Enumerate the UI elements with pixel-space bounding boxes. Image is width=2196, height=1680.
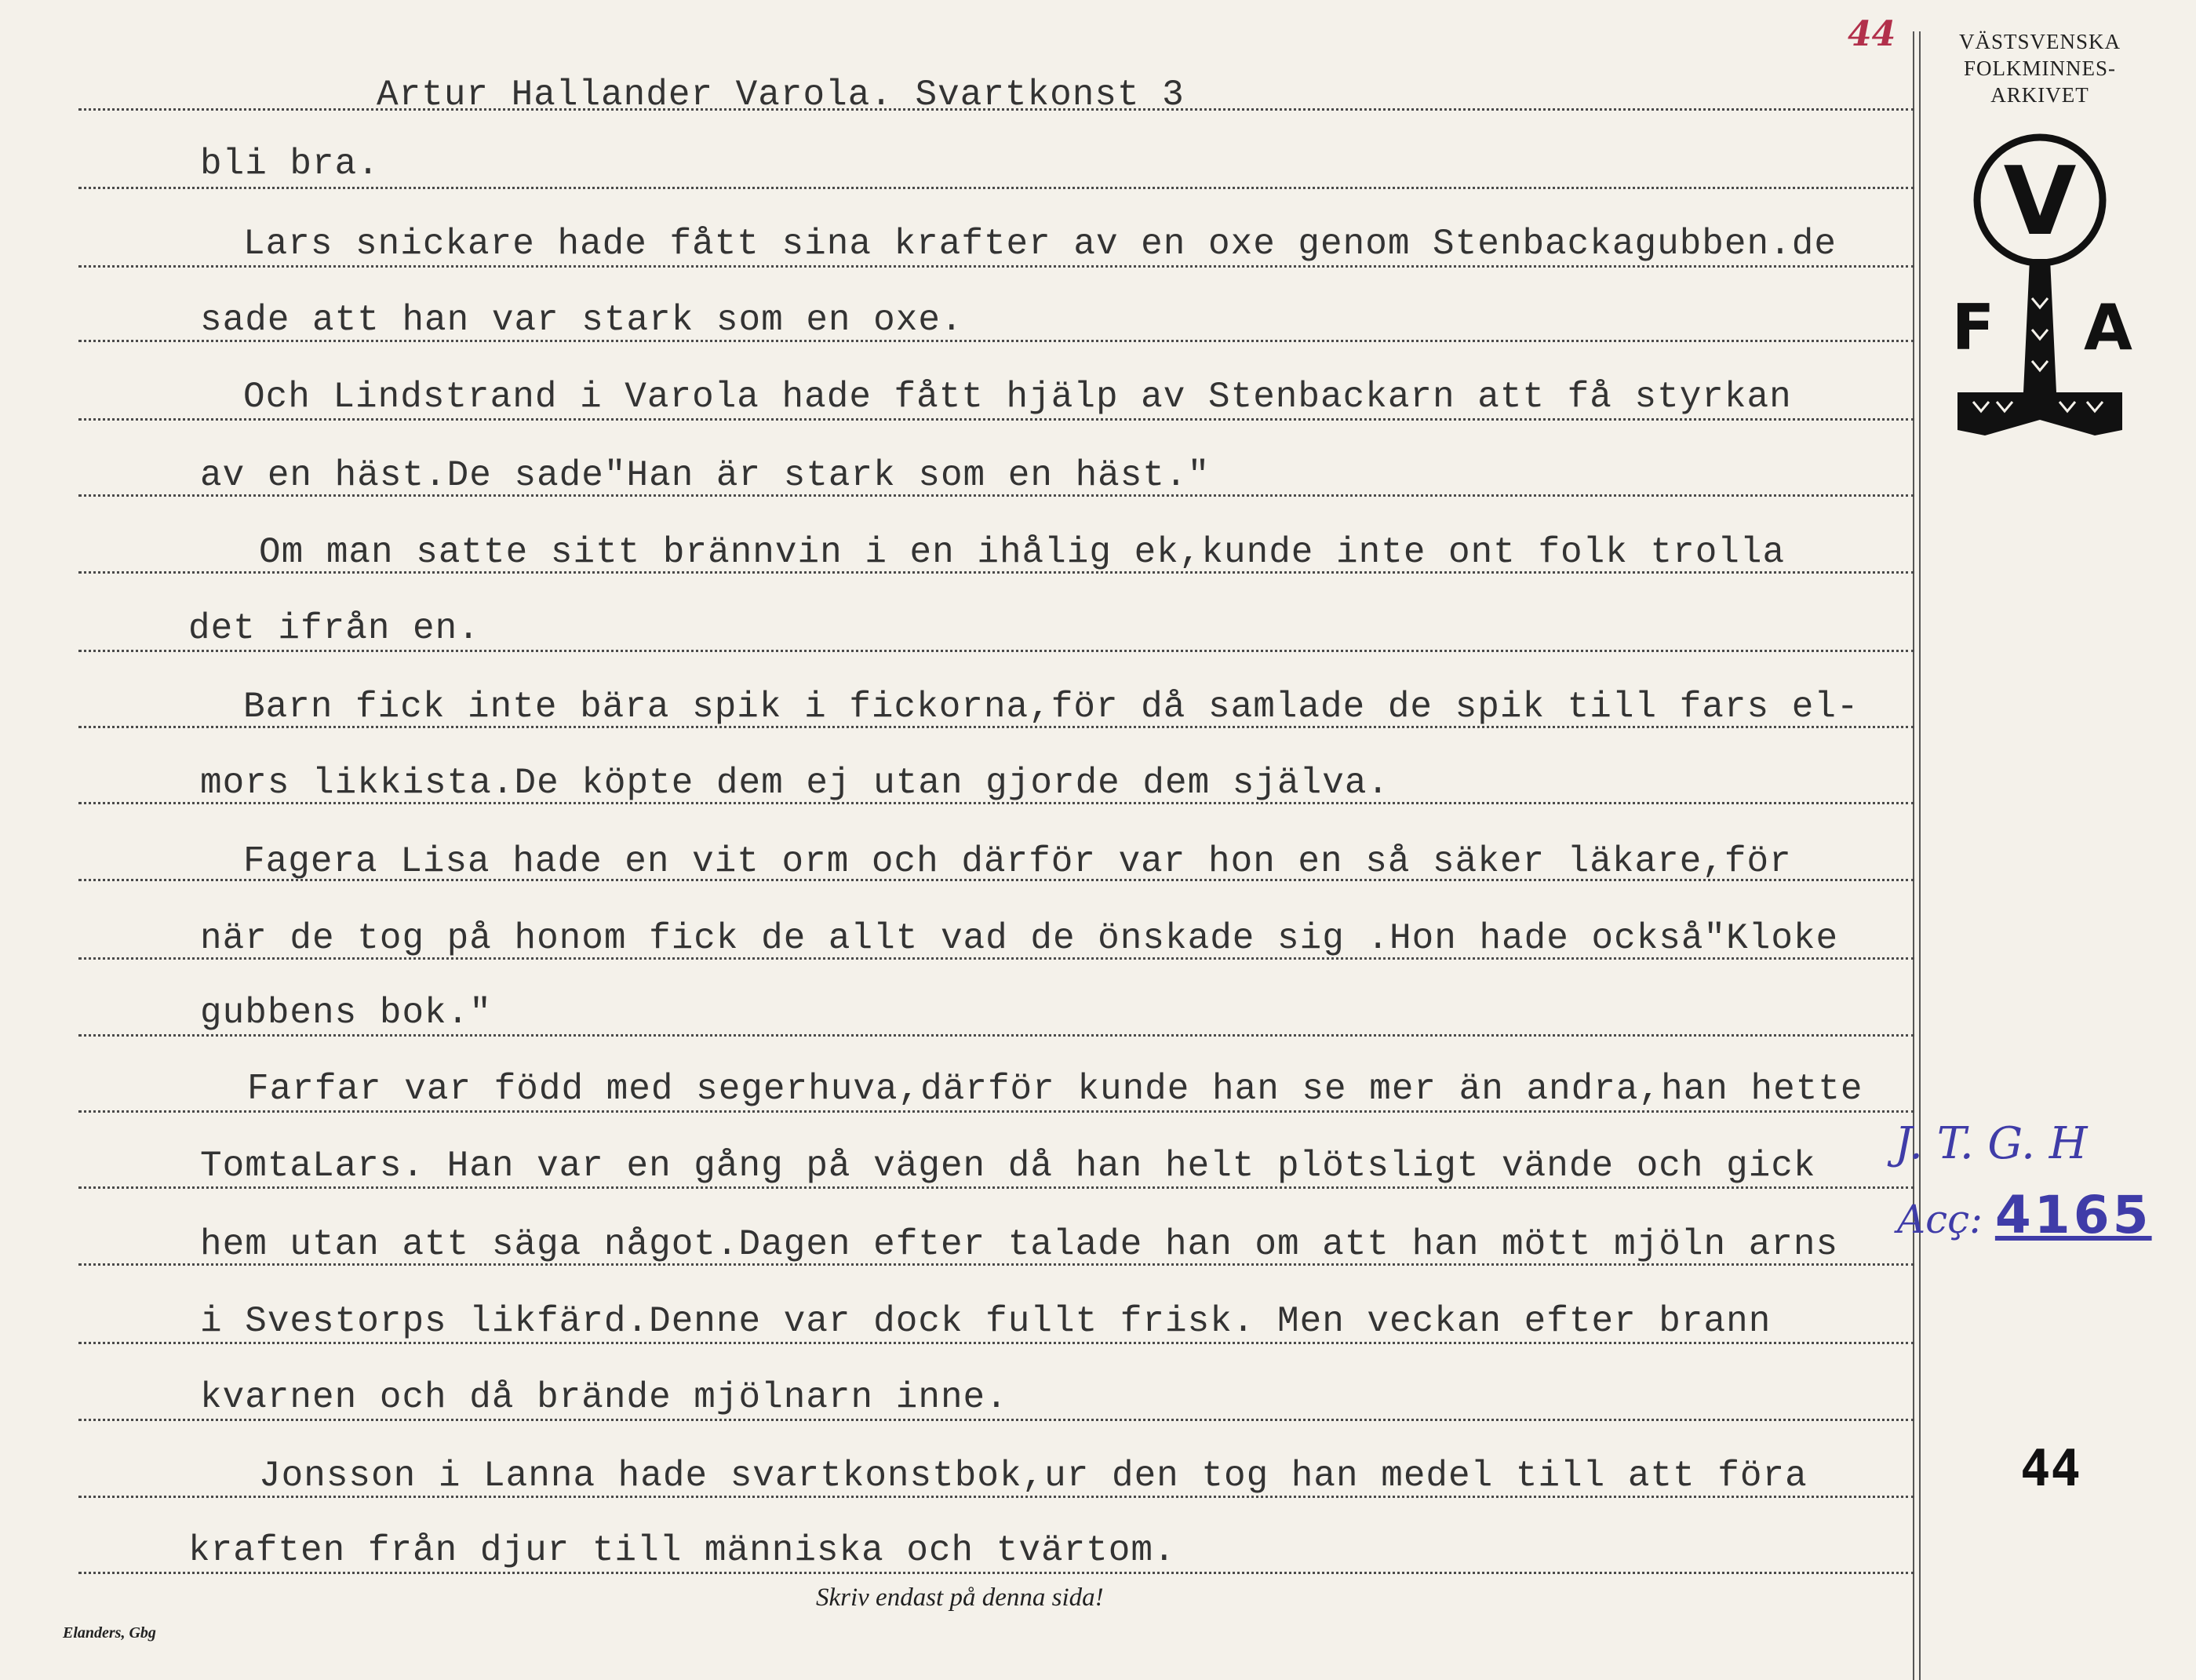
- ruled-line: [78, 1186, 1914, 1189]
- typed-line: kvarnen och då brände mjölnarn inne.: [200, 1377, 1008, 1418]
- typed-line: Lars snickare hade fått sina krafter av en oxe genom Stenbackagubben.de: [243, 224, 1837, 264]
- typed-line: Barn fick inte bära spik i fickorna,för då samlade de spik till fars el-: [243, 687, 1859, 727]
- archive-heading: [1922, 28, 2158, 108]
- typed-line: bli bra.: [200, 144, 380, 184]
- record-title: Artur Hallander Varola. Svartkonst 3: [377, 75, 1185, 115]
- ruled-line: [78, 418, 1914, 421]
- typed-line: kraften från djur till människa och tvärtom.: [188, 1530, 1176, 1571]
- ruled-line: [78, 650, 1914, 652]
- ruled-line: [78, 265, 1914, 268]
- typed-line: i Svestorps likfärd.Denne var dock fullt frisk. Men veckan efter brann: [200, 1301, 1772, 1342]
- printer-imprint: Elanders, Gbg: [63, 1624, 156, 1642]
- typed-line: Fagera Lisa hade en vit orm och därför var hon en så säker läkare,för: [243, 841, 1792, 882]
- archive-heading-line: ARKIVET: [1990, 83, 2089, 107]
- logo-letter-a: A: [2084, 291, 2132, 364]
- typed-line: Och Lindstrand i Varola hade fått hjälp av Stenbackarn att få styrkan: [243, 377, 1792, 417]
- typed-line: när de tog på honom fick de allt vad de önskade sig .Hon hade också"Kloke: [200, 918, 1839, 959]
- archive-heading-line: FOLKMINNES-: [1963, 56, 2116, 80]
- ruled-line: [78, 1419, 1914, 1421]
- archive-heading-line: VÄSTSVENSKA: [1958, 30, 2121, 53]
- typed-line: sade att han var stark som en oxe.: [200, 300, 963, 341]
- typed-line: Farfar var född med segerhuva,därför kunde han se mer än andra,han hette: [247, 1069, 1863, 1110]
- ruled-line: [78, 187, 1914, 189]
- ruled-line: [78, 1110, 1914, 1113]
- accession-prefix: Acç:: [1897, 1197, 1983, 1242]
- typed-line: det ifrån en.: [188, 608, 480, 649]
- footer-instruction: Skriv endast på denna sida!: [816, 1583, 1104, 1612]
- accession-number: 4165: [1994, 1185, 2152, 1245]
- ruled-line: [78, 1034, 1914, 1037]
- ruled-line: [78, 1572, 1914, 1574]
- typed-line: av en häst.De sade"Han är stark som en häst.": [200, 455, 1211, 496]
- typed-line: Jonsson i Lanna hade svartkonstbok,ur den tog han medel till att föra: [259, 1456, 1808, 1496]
- ruled-line: [78, 1342, 1914, 1344]
- typed-line: TomtaLars. Han var en gång på vägen då han helt plötsligt vände och gick: [200, 1146, 1816, 1186]
- page-number: 44: [2020, 1440, 2081, 1498]
- accession-stamp: [1897, 1185, 2152, 1245]
- logo-letter-v: V: [2003, 148, 2077, 257]
- typed-line: hem utan att säga något.Dagen efter talade han om att han mött mjöln arns: [200, 1224, 1839, 1265]
- pencil-page-number: 44: [1848, 14, 1896, 54]
- typed-line: mors likkista.De köpte dem ej utan gjorde dem själva.: [200, 763, 1390, 804]
- logo-letter-f: F: [1951, 291, 1995, 364]
- archive-logo-icon: [1942, 133, 2138, 455]
- typed-line: gubbens bok.": [200, 993, 492, 1033]
- typed-line: Om man satte sitt brännvin i en ihålig ek,kunde inte ont folk trolla: [259, 532, 1786, 573]
- archive-stamp-initials: J. T. G. H: [1895, 1118, 2088, 1169]
